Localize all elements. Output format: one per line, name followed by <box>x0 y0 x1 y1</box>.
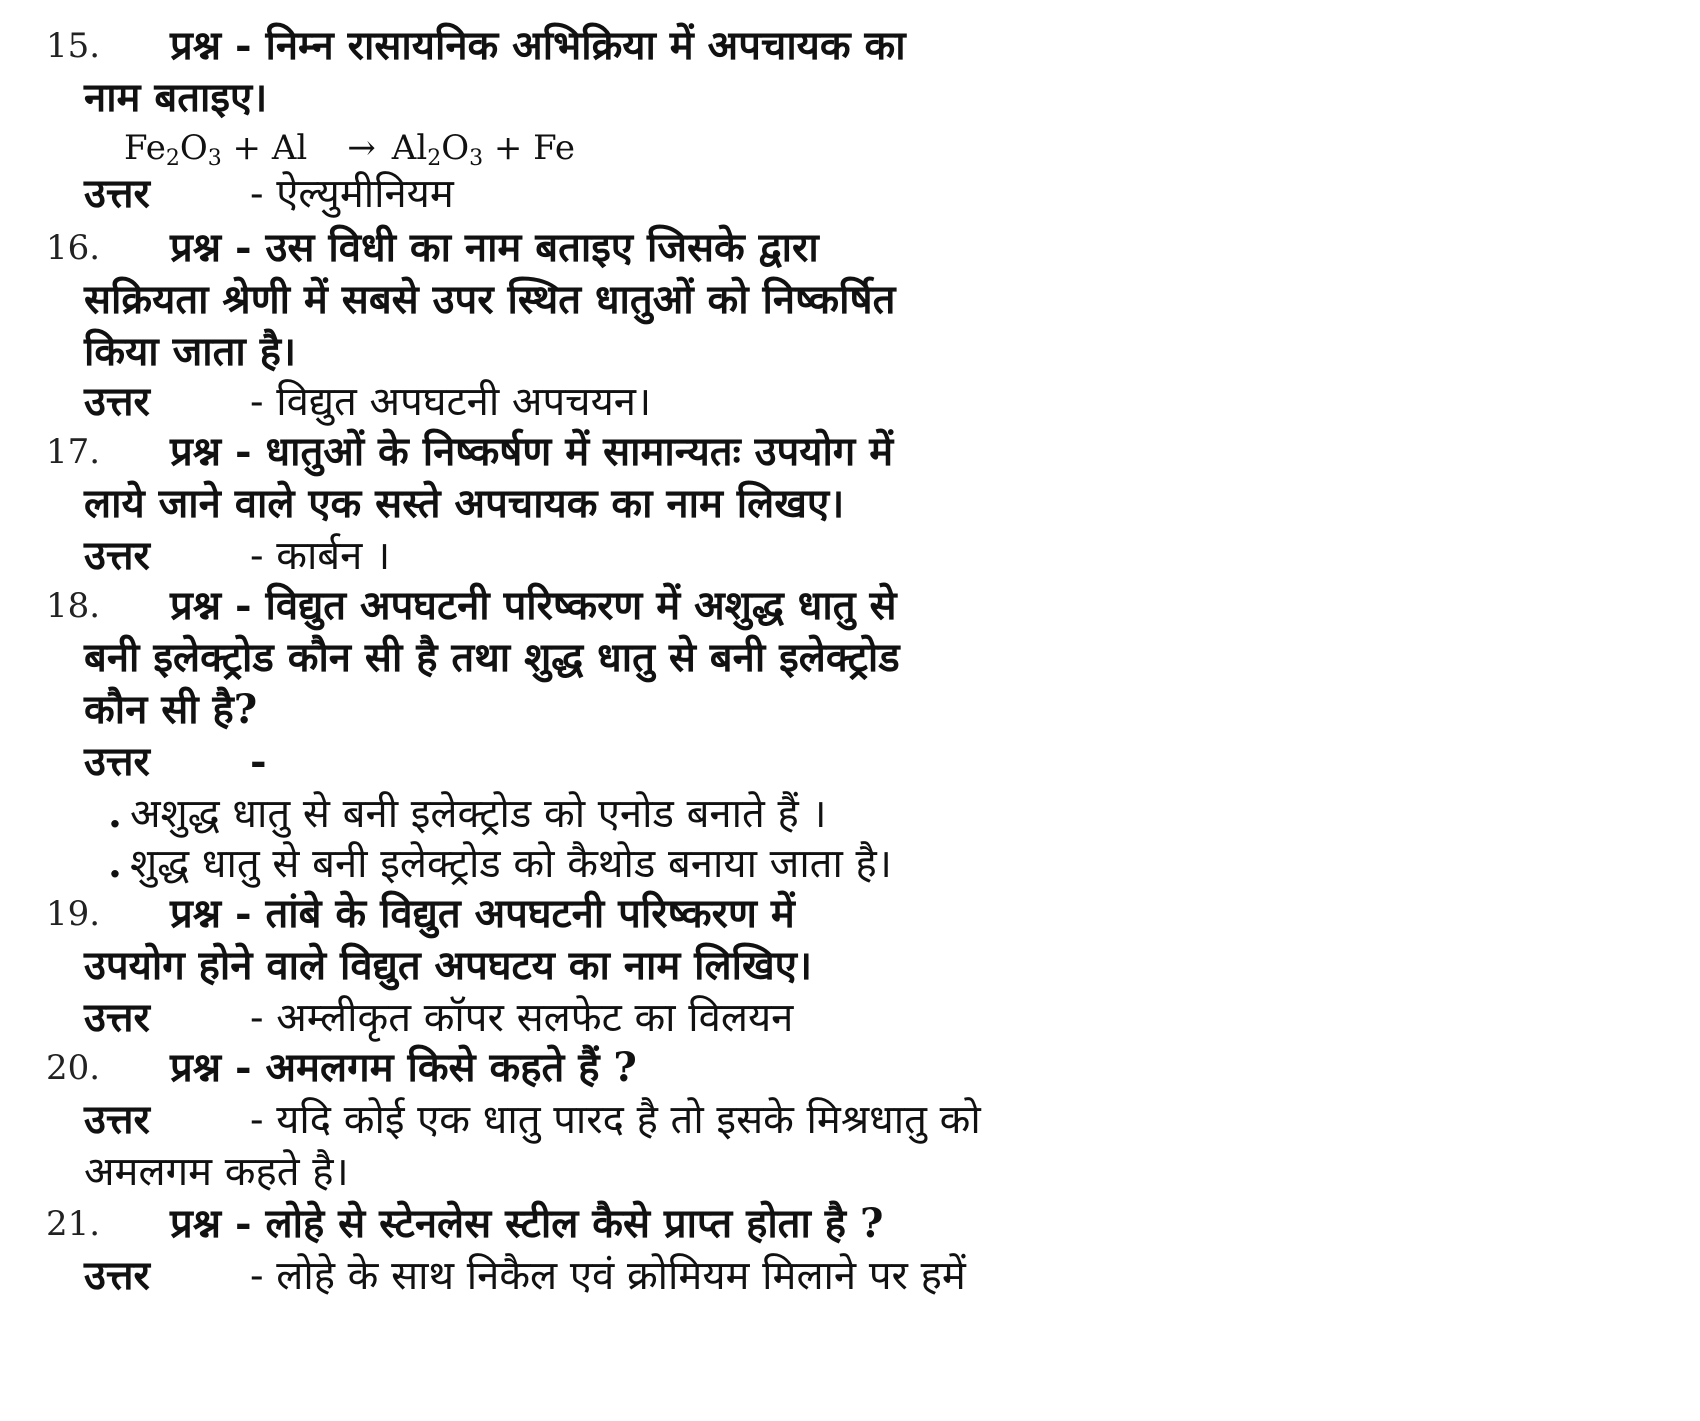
bullet-text: अशुद्ध धातु से बनी इलेक्ट्रोड को एनोड बनाते हैं । <box>130 791 827 837</box>
answer-label: उत्तर <box>84 170 150 217</box>
question-text: उपयोग होने वाले विद्युत अपघटय का नाम लिखिए। <box>84 942 812 989</box>
eq-subscript: 2 <box>427 146 442 171</box>
question-text: प्रश्न - अमलगम किसे कहते हैं ? <box>170 1044 637 1091</box>
question-text: प्रश्न - लोहे से स्टेनलेस स्टील कैसे प्राप्त होता है ? <box>170 1200 884 1247</box>
bullet-icon: . <box>108 790 122 837</box>
answer-label: उत्तर <box>84 738 150 785</box>
question-text: सक्रियता श्रेणी में सबसे उपर स्थित धातुओं को निष्कर्षित <box>84 276 896 323</box>
question-number: 17. <box>46 432 101 472</box>
answer-text: - अम्लीकृत कॉपर सलफेट का विलयन <box>250 995 794 1041</box>
question-text: प्रश्न - तांबे के विद्युत अपघटनी परिष्करण में <box>170 890 795 937</box>
question-text: नाम बताइए। <box>84 74 268 121</box>
question-number: 20. <box>46 1048 101 1088</box>
answer-text: - लोहे के साथ निकैल एवं क्रोमियम मिलाने पर हमें <box>250 1253 966 1299</box>
question-text: किया जाता है। <box>84 328 297 375</box>
bullet-icon: . <box>108 840 122 887</box>
question-text: प्रश्न - विद्युत अपघटनी परिष्करण में अशुद्ध धातु से <box>170 582 897 629</box>
answer-label: उत्तर <box>84 1252 150 1299</box>
question-number: 16. <box>46 228 101 268</box>
question-text: प्रश्न - निम्न रासायनिक अभिक्रिया में अपचायक का <box>170 22 906 69</box>
eq-term: Fe <box>124 128 166 168</box>
reaction-arrow-icon: → <box>347 128 376 168</box>
answer-label: उत्तर <box>84 378 150 425</box>
question-text: प्रश्न - उस विधी का नाम बताइए जिसके द्वारा <box>170 224 819 271</box>
answer-label: उत्तर <box>84 1096 150 1143</box>
eq-subscript: 3 <box>469 146 484 171</box>
question-number: 21. <box>46 1204 101 1244</box>
answer-text: - <box>250 738 267 785</box>
question-text: प्रश्न - धातुओं के निष्कर्षण में सामान्यतः उपयोग में <box>170 428 894 475</box>
eq-term: + Al <box>221 128 308 168</box>
question-text: बनी इलेक्ट्रोड कौन सी है तथा शुद्ध धातु से बनी इलेक्ट्रोड <box>84 634 900 681</box>
answer-text: - यदि कोई एक धातु पारद है तो इसके मिश्रधातु को <box>250 1097 981 1143</box>
answer-label: उत्तर <box>84 994 150 1041</box>
eq-term: Al <box>391 128 428 168</box>
answer-text: - विद्युत अपघटनी अपचयन। <box>250 379 652 425</box>
answer-text: - ऐल्युमीनियम <box>250 171 454 217</box>
eq-term: + Fe <box>483 128 576 168</box>
question-number: 15. <box>46 26 101 66</box>
question-number: 18. <box>46 586 101 626</box>
eq-subscript: 2 <box>165 146 180 171</box>
answer-label: उत्तर <box>84 532 150 579</box>
question-text: लाये जाने वाले एक सस्ते अपचायक का नाम लिखए। <box>84 480 845 527</box>
question-text: कौन सी है? <box>84 686 258 733</box>
eq-term: O <box>441 128 470 168</box>
answer-text: अमलगम कहते है। <box>84 1149 349 1195</box>
question-number: 19. <box>46 894 101 934</box>
eq-subscript: 3 <box>207 146 222 171</box>
eq-term: O <box>179 128 208 168</box>
bullet-text: शुद्ध धातु से बनी इलेक्ट्रोड को कैथोड बनाया जाता है। <box>130 841 892 887</box>
answer-text: - कार्बन । <box>250 533 391 579</box>
